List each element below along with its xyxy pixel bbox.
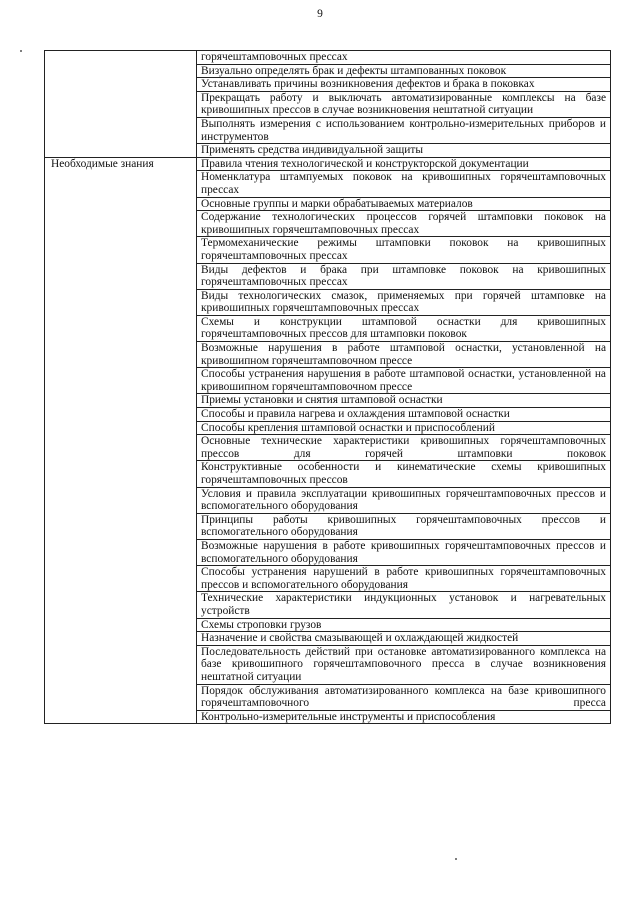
section-label [45, 51, 197, 158]
scan-speck [455, 858, 457, 860]
requirement-item: Приемы установки и снятия штамповой оснастки [197, 394, 611, 408]
requirement-item: Правила чтения технологической и конструкторской документации [197, 157, 611, 171]
requirement-item: Виды дефектов и брака при штамповке поковок на кривошипных горячештамповочных прессах [197, 263, 611, 289]
requirement-item: Прекращать работу и выключать автоматизированные комплексы на базе кривошипных прессов в случае возникновения нештатной ситуации [197, 91, 611, 117]
requirement-item: Способы крепления штамповой оснастки и приспособлений [197, 421, 611, 435]
requirement-item: Технические характеристики индукционных установок и нагревательных устройств [197, 592, 611, 618]
requirement-item: Визуально определять брак и дефекты штампованных поковок [197, 64, 611, 78]
requirement-item: Выполнять измерения с использованием контрольно-измерительных приборов и инструментов [197, 117, 611, 143]
requirement-item: Возможные нарушения в работе штамповой оснастки, установленной на кривошипном горячештамповочном прессе [197, 342, 611, 368]
table-row [45, 157, 611, 171]
requirement-item: Применять средства индивидуальной защиты [197, 144, 611, 158]
requirement-item: Основные группы и марки обрабатываемых материалов [197, 197, 611, 211]
requirement-item: Основные технические характеристики кривошипных горячештамповочных прессов для горячей штамповки поковок [197, 435, 611, 461]
requirement-item: Способы устранения нарушений в работе кривошипных горячештамповочных прессов и вспомогательного оборудования [197, 566, 611, 592]
requirement-item: Назначение и свойства смазывающей и охлаждающей жидкостей [197, 632, 611, 646]
requirement-item: Условия и правила эксплуатации кривошипных горячештамповочных прессов и вспомогательного оборудования [197, 487, 611, 513]
requirement-item: Способы устранения нарушения в работе штамповой оснастки, установленной на кривошипном горячештамповочном прессе [197, 368, 611, 394]
requirement-item: Содержание технологических процессов горячей штамповки поковок на кривошипных горячештамповочных прессах [197, 211, 611, 237]
requirement-item: Порядок обслуживания автоматизированного комплекса на базе кривошипного горячештамповочного пресса [197, 684, 611, 710]
requirement-item: Контрольно-измерительные инструменты и приспособления [197, 710, 611, 724]
requirement-item: Термомеханические режимы штамповки поковок на кривошипных горячештамповочных прессах [197, 237, 611, 263]
table-row [45, 51, 611, 65]
requirement-item: Номенклатура штампуемых поковок на кривошипных горячештамповочных прессах [197, 171, 611, 197]
requirement-item: Способы и правила нагрева и охлаждения штамповой оснастки [197, 408, 611, 422]
requirement-item: горячештамповочных прессах [197, 51, 611, 65]
requirement-item: Конструктивные особенности и кинематические схемы кривошипных горячештамповочных прессов [197, 461, 611, 487]
requirement-item: Виды технологических смазок, применяемых при горячей штамповке на кривошипных горячештамповочных прессах [197, 289, 611, 315]
scan-speck [20, 50, 22, 52]
requirement-item: Устанавливать причины возникновения дефектов и брака в поковках [197, 78, 611, 92]
page-number: 9 [317, 8, 323, 20]
requirements-table [44, 50, 611, 724]
requirement-item: Возможные нарушения в работе кривошипных горячештамповочных прессов и вспомогательного оборудования [197, 539, 611, 565]
requirement-item: Схемы и конструкции штамповой оснастки для кривошипных горячештамповочных прессов для штамповки поковок [197, 315, 611, 341]
requirement-item: Последовательность действий при остановке автоматизированного комплекса на базе кривошипного горячештамповочного пресса в случае возникновения нештатной ситуации [197, 645, 611, 684]
requirement-item: Схемы строповки грузов [197, 618, 611, 632]
requirement-item: Принципы работы кривошипных горячештамповочных прессов и вспомогательного оборудования [197, 513, 611, 539]
section-label: Необходимые знания [45, 157, 197, 724]
